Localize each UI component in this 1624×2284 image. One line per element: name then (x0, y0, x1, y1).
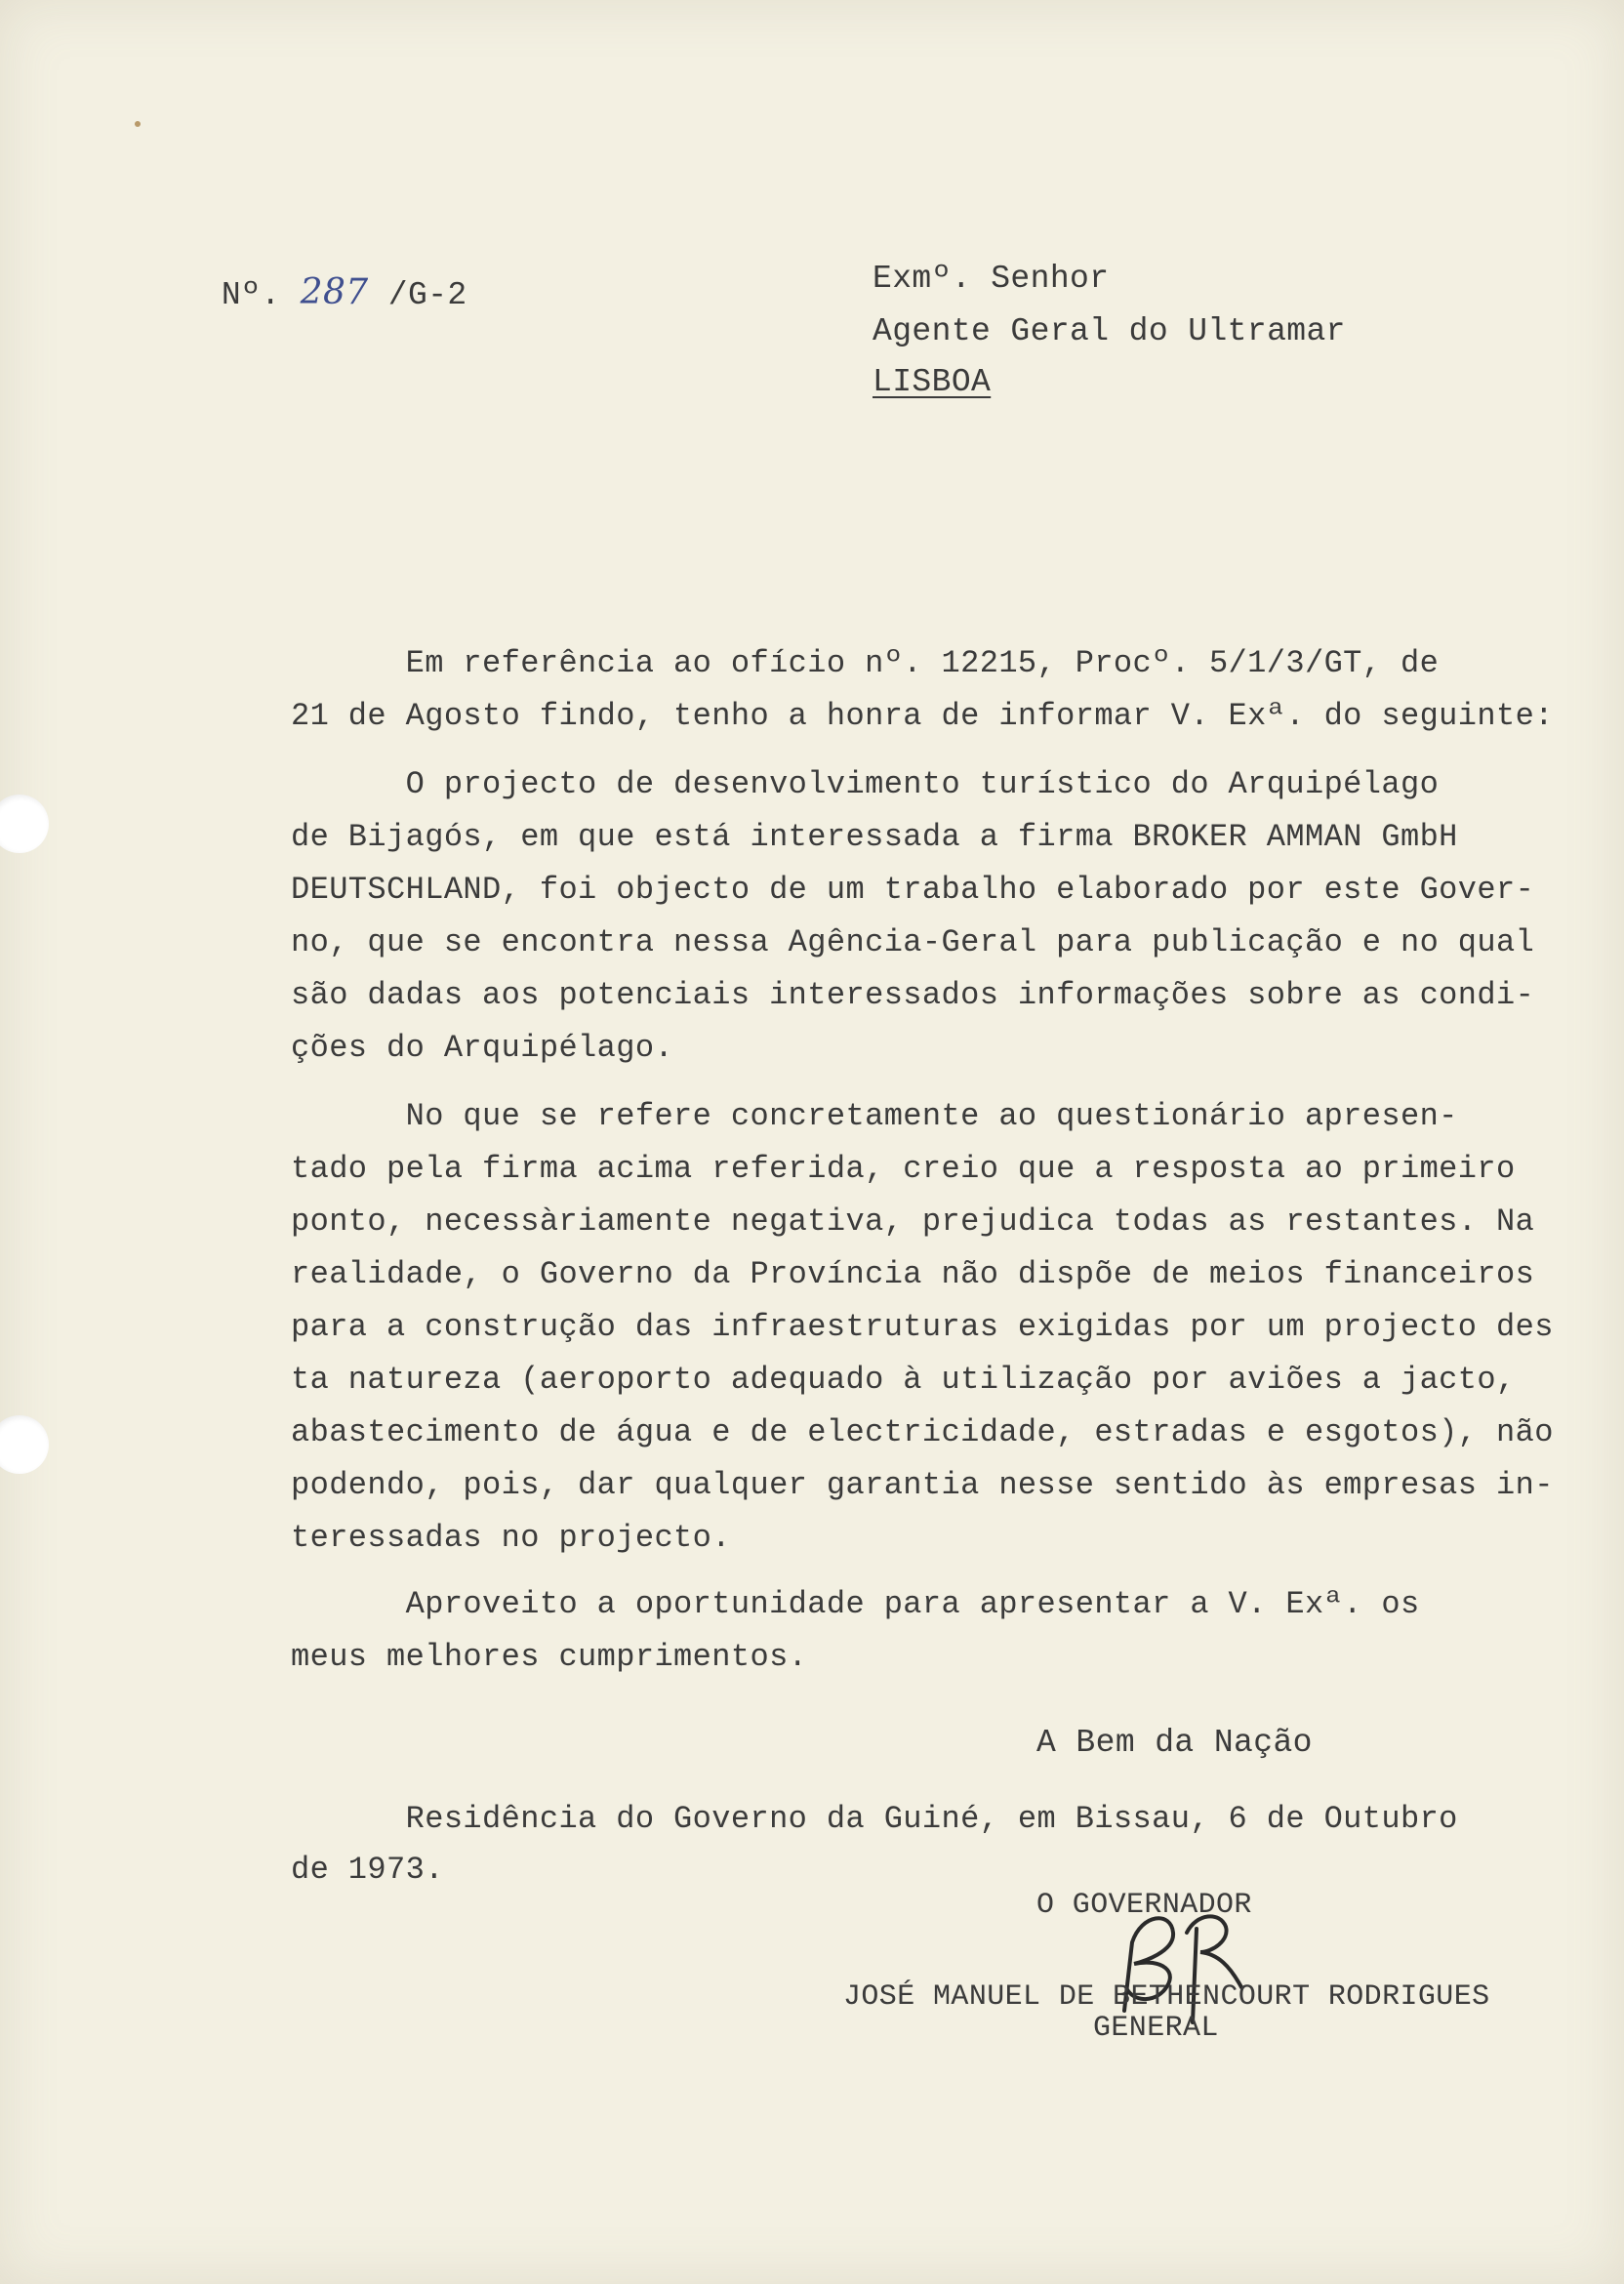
text-line: no, que se encontra nessa Agência-Geral para publicação e no qual (291, 924, 1535, 960)
text-line: tado pela firma acima referida, creio que a resposta ao primeiro (291, 1151, 1516, 1187)
text-line: realidade, o Governo da Província não dispõe de meios financeiros (291, 1256, 1535, 1292)
text-line: ta natureza (aeroporto adequado à utilização por aviões a jacto, (291, 1362, 1516, 1398)
text-line: são dadas aos potenciais interessados informações sobre as condi- (291, 977, 1535, 1013)
text-line: de Bijagós, em que está interessada a firma BROKER AMMAN GmbH (291, 819, 1458, 855)
signatory-title: O GOVERNADOR (1036, 1889, 1252, 1922)
punch-hole-top (0, 795, 49, 853)
signatory-name: JOSÉ MANUEL DE BETHENCOURT RODRIGUES (843, 1980, 1490, 2014)
reference-suffix: /G-2 (368, 277, 467, 313)
text-line: meus melhores cumprimentos. (291, 1639, 808, 1675)
closing-motto: A Bem da Nação (1036, 1725, 1313, 1761)
addressee-salutation: Exmº. Senhor (873, 261, 1110, 297)
addressee-city: LISBOA (873, 364, 992, 400)
text-line: para a construção das infraestruturas exigidas por um projecto des (291, 1309, 1554, 1345)
text-line: podendo, pois, dar qualquer garantia nesse sentido às empresas in- (291, 1467, 1554, 1503)
ink-speck (135, 121, 141, 127)
text-line: ções do Arquipélago. (291, 1030, 674, 1066)
text-line: No que se refere concretamente ao questionário apresen- (291, 1098, 1458, 1134)
text-line: Aproveito a oportunidade para apresentar a V. Exª. os (291, 1586, 1420, 1622)
text-line: DEUTSCHLAND, foi objecto de um trabalho elaborado por este Gover- (291, 872, 1535, 908)
text-line: abastecimento de água e de electricidade, estradas e esgotos), não (291, 1414, 1554, 1450)
reference-prefix: Nº. (221, 277, 301, 313)
addressee-title: Agente Geral do Ultramar (873, 313, 1346, 349)
text-line: O projecto de desenvolvimento turístico do Arquipélago (291, 766, 1440, 802)
text-line: ponto, necessàriamente negativa, prejudica todas as restantes. Na (291, 1203, 1535, 1240)
text-line: Em referência ao ofício nº. 12215, Procº. 5/1/3/GT, de (291, 645, 1440, 681)
text-line: teressadas no projecto. (291, 1520, 731, 1556)
place-date-line: Residência do Governo da Guiné, em Bissau, 6 de Outubro (291, 1801, 1458, 1837)
signatory-rank: GENERAL (1093, 2012, 1219, 2045)
reference-number-handwritten: 287 (300, 272, 369, 312)
place-date-line: de 1973. (291, 1852, 444, 1888)
reference-number (142, 240, 467, 348)
punch-hole-bottom (0, 1415, 49, 1474)
text-line: 21 de Agosto findo, tenho a honra de informar V. Exª. do seguinte: (291, 698, 1554, 734)
